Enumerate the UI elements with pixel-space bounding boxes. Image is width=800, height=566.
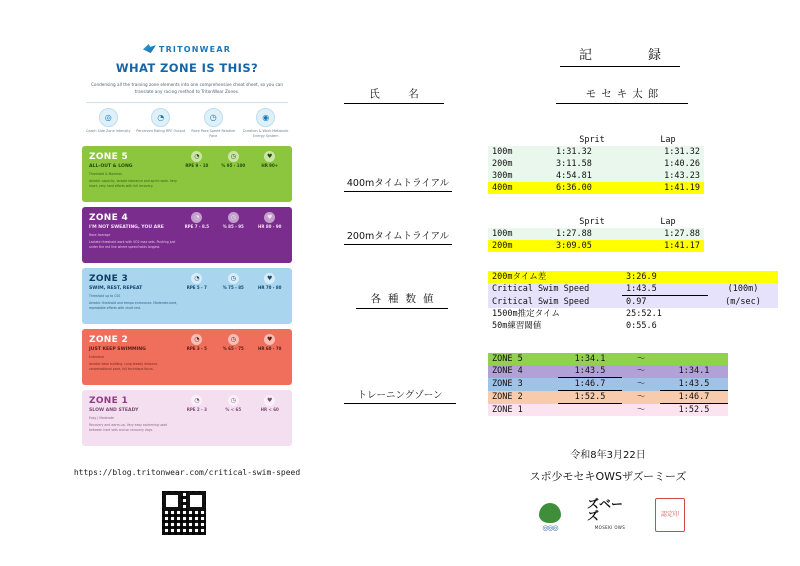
header-distance (488, 134, 552, 146)
zone-metric (252, 395, 288, 412)
cell-zone-high: 1:43.5 (660, 378, 728, 391)
zone-metric-value: HR < 60 (260, 406, 279, 412)
table-header-row (488, 134, 704, 146)
zone-name: ZONE 2 (89, 334, 129, 345)
cell-label: Critical Swim Speed (488, 296, 622, 309)
zone-card-left (82, 390, 179, 446)
zone-card-left (82, 268, 179, 324)
table-row (488, 158, 704, 170)
zone-metric-value: % 75 - 85 (222, 284, 244, 290)
icon-caption: Perceived Rating RPE Output (136, 129, 186, 134)
misc-values-table (488, 271, 778, 332)
zone-metric (179, 151, 215, 168)
cell-lap: 1:40.26 (632, 158, 704, 170)
zone-metric (252, 273, 288, 290)
pace-icon: ◷ (228, 334, 239, 345)
zone-list (82, 146, 292, 446)
cell-zone-high (660, 353, 728, 365)
zone-description: Recovery and warm-up. Very easy swimming used between hard sets and on recovery days. (89, 423, 168, 433)
cell-value: 25:52.1 (626, 309, 662, 319)
zone-tag: Threshold & Maximal (89, 171, 122, 176)
training-zone-table (488, 353, 728, 416)
zone-card-left (82, 146, 179, 202)
rings-icon: ◎◎◎ (542, 524, 558, 532)
zone-metric-value: RPE 5 - 7 (186, 284, 207, 290)
cell-split: 3:11.58 (552, 158, 632, 170)
zone-name: ZONE 1 (89, 395, 129, 406)
heart-icon: ♥ (264, 212, 275, 223)
zone-card-2 (82, 329, 292, 385)
table-row (488, 283, 778, 296)
cell-distance: 400m (488, 182, 552, 194)
zone-tag: Race Average (89, 232, 111, 237)
cell-zone-low: 1:34.1 (558, 353, 622, 365)
leaf-icon (539, 503, 561, 523)
zone-metric (215, 273, 251, 290)
zone-card-right (179, 207, 292, 263)
zone-card-right (179, 268, 292, 324)
icon-caption: Duration & Work Metabolic Energy System (242, 129, 289, 139)
report-title: 記 録 (560, 44, 680, 67)
zone-motto: SLOW AND STEADY (89, 407, 139, 413)
table-row (488, 378, 728, 391)
table-row (488, 365, 728, 378)
poster-icon-col (135, 108, 188, 139)
team-logo (587, 496, 633, 532)
cell-zone-low: 1:46.7 (558, 378, 622, 391)
zone-metric-value: RPE 9 - 10 (185, 162, 209, 168)
cell-value: 0:55.6 (626, 321, 657, 331)
table-header-row (488, 216, 704, 228)
cell-distance: 300m (488, 170, 552, 182)
icon-caption: Race Pace Speed Relative Pace (191, 129, 236, 139)
zone-metric (179, 334, 215, 351)
cell-distance: 200m (488, 240, 552, 252)
header-distance (488, 216, 552, 228)
cell-split: 3:09.05 (552, 240, 632, 252)
cell-value: 3:26.9 (622, 271, 708, 283)
table-row (488, 182, 704, 194)
header-split: Sprit (579, 135, 605, 145)
official-stamp-icon: 認定印 (655, 498, 685, 532)
cell-zone-name: ZONE 1 (488, 404, 558, 417)
qr-code-icon[interactable] (159, 488, 209, 538)
zone-tag: Threshold up to CSS (89, 293, 121, 298)
poster-brand-text: TRITONWEAR (158, 45, 232, 54)
table-row (488, 391, 728, 404)
cell-lap: 1:41.17 (632, 240, 704, 252)
icon-caption: Coach Side Zone Intensity (86, 129, 131, 134)
poster-icon-row (82, 108, 292, 139)
table-row (488, 271, 778, 283)
stopwatch-icon: ◷ (204, 108, 223, 127)
heart-icon: ♥ (264, 395, 275, 406)
zone-card-5 (82, 146, 292, 202)
trial-200-table (488, 216, 704, 252)
zone-metric (252, 151, 288, 168)
cell-label: Critical Swim Speed (488, 283, 622, 296)
heart-icon: ♥ (264, 273, 275, 284)
poster-divider (86, 102, 288, 103)
issue-date: 令和8年3月22日 (570, 450, 646, 461)
zone-metric-value: % 65 - 75 (222, 345, 244, 351)
team-logo-caption: MOSEKI OWS (594, 525, 626, 530)
trial-400-label: 400mタイムトライアル (344, 175, 452, 192)
poster-url[interactable]: https://blog.tritonwear.com/critical-swim-speed (73, 468, 301, 477)
trial-400-table (488, 134, 704, 194)
gauge-icon: ◔ (151, 108, 170, 127)
zone-description: Lactate threshold work with VO2 max sets. Pushing just under the red line where speed holds longest. (89, 240, 176, 250)
table-row (488, 146, 704, 158)
zone-metric-value: HR 80 - 90 (258, 223, 282, 229)
zone-card-right (179, 390, 292, 446)
cell-unit (708, 308, 778, 320)
zone-metric (252, 334, 288, 351)
header-split: Sprit (579, 217, 605, 227)
cell-value: 0.97 (622, 296, 708, 309)
zone-motto: ALL-OUT & LONG (89, 163, 133, 169)
zone-metric-value: RPE 3 - 5 (186, 345, 207, 351)
zone-metric (215, 151, 251, 168)
rpe-icon: ◔ (191, 334, 202, 345)
cell-lap: 1:31.32 (632, 146, 704, 158)
zone-metric-value: HR 70 - 80 (258, 284, 282, 290)
club-emblem-icon (535, 498, 565, 532)
cell-zone-high: 1:34.1 (660, 365, 728, 378)
zone-card-1 (82, 390, 292, 446)
triton-mark-icon (143, 44, 156, 53)
zone-description: Aerobic capacity, lactate tolerance and sprint work. Very short, very hard efforts with full recovery. (89, 179, 177, 189)
cell-unit: (100m) (708, 283, 778, 296)
name-label: 氏 名 (344, 86, 444, 104)
zone-card-right (179, 146, 292, 202)
cell-label: 200mタイム差 (488, 271, 622, 283)
zone-metric-value: RPE 2 - 3 (186, 406, 207, 412)
cell-split: 1:31.32 (552, 146, 632, 158)
zone-name: ZONE 4 (89, 212, 129, 223)
cell-zone-tilde: ～ (622, 353, 660, 365)
poster-title: WHAT ZONE IS THIS? (115, 61, 259, 75)
cell-label: 1500m推定タイム (492, 309, 560, 319)
cell-zone-name: ZONE 4 (488, 365, 558, 378)
rpe-icon: ◔ (191, 212, 202, 223)
cell-zone-name: ZONE 2 (488, 391, 558, 404)
header-lap: Lap (660, 135, 676, 145)
zone-card-left (82, 329, 179, 385)
zone-name: ZONE 5 (89, 151, 129, 162)
poster-brand-logo (72, 36, 302, 54)
cell-zone-high: 1:46.7 (660, 391, 728, 404)
organization-name: スポ少モセキOWSザズーミーズ (529, 470, 687, 483)
cell-zone-low: 1:52.5 (558, 391, 622, 404)
heart-icon: ♥ (264, 334, 275, 345)
cell-zone-tilde: ～ (622, 365, 660, 378)
zone-metric (179, 212, 215, 229)
cell-zone-high: 1:52.5 (660, 404, 728, 417)
team-logo-kanji: ズベーズ (587, 497, 624, 523)
rpe-icon: ◔ (191, 395, 202, 406)
cell-split: 4:54.81 (552, 170, 632, 182)
cell-distance: 100m (488, 146, 552, 158)
table-row (488, 404, 728, 417)
zone-tag: Extensive (89, 354, 105, 359)
header-lap: Lap (660, 217, 676, 227)
pace-icon: ◷ (228, 212, 239, 223)
cell-lap: 1:41.19 (632, 182, 704, 194)
cell-split: 1:27.88 (552, 228, 632, 240)
zone-card-left (82, 207, 179, 263)
rpe-icon: ◔ (191, 151, 202, 162)
zone-metric-value: % < 65 (225, 406, 242, 412)
cell-zone-low (558, 404, 622, 417)
table-row (488, 353, 728, 365)
table-row (488, 240, 704, 252)
whistle-icon: ◎ (99, 108, 118, 127)
zone-metric (215, 334, 251, 351)
zone-name: ZONE 3 (89, 273, 129, 284)
table-row (488, 308, 778, 320)
seal-row (520, 488, 700, 532)
cell-zone-name: ZONE 3 (488, 378, 558, 391)
poster-subtitle: Condensing all the training zone elements into one comprehensive cheat sheet, so you can translate any racing method to TritonWear Zones. (91, 82, 283, 95)
zone-metric-value: % 85 - 95 (222, 223, 244, 229)
zone-description: Aerobic base building. Long steady distance, conversational pace, full technique focus. (89, 362, 159, 372)
poster-icon-col (82, 108, 135, 139)
cell-lap: 1:43.23 (632, 170, 704, 182)
zone-metric (252, 212, 288, 229)
rpe-icon: ◔ (191, 273, 202, 284)
zone-metric-value: HR 60 - 70 (258, 345, 282, 351)
zone-tag: Easy | Moderate (89, 415, 115, 420)
cell-label: 50m練習閾値 (492, 321, 542, 331)
poster-icon-col (187, 108, 240, 139)
battery-icon: ◉ (256, 108, 275, 127)
zone-motto: SWIM, REST, REPEAT (89, 285, 143, 291)
cell-zone-tilde: ～ (622, 404, 660, 417)
cell-distance: 200m (488, 158, 552, 170)
heart-icon: ♥ (264, 151, 275, 162)
table-row (488, 320, 778, 332)
cell-zone-name: ZONE 5 (488, 353, 558, 365)
cell-unit (708, 271, 778, 283)
zone-metric (179, 273, 215, 290)
zone-card-right (179, 329, 292, 385)
tritonwear-poster (72, 36, 302, 436)
cell-unit: (m/sec) (708, 296, 778, 309)
zone-motto: I'M NOT SWEATING, YOU ARE (89, 224, 164, 230)
pace-icon: ◷ (228, 273, 239, 284)
zone-card-3 (82, 268, 292, 324)
poster-icon-col (240, 108, 293, 139)
table-row (488, 296, 778, 309)
zone-metric-value: HR 90+ (261, 162, 279, 168)
pace-icon: ◷ (228, 395, 239, 406)
zone-metric (215, 212, 251, 229)
cell-distance: 100m (488, 228, 552, 240)
table-row (488, 228, 704, 240)
cell-zone-tilde: ～ (622, 391, 660, 404)
misc-values-label: 各種数値 (356, 291, 448, 309)
zone-metric-value: % 95 - 100 (221, 162, 246, 168)
zone-metric (215, 395, 251, 412)
pace-icon: ◷ (228, 151, 239, 162)
cell-unit (708, 320, 778, 332)
zone-description: Aerobic threshold and tempo endurance. Moderate-hard, repeatable efforts with short rest. (89, 301, 178, 311)
cell-zone-tilde: ～ (622, 378, 660, 391)
cell-zone-low: 1:43.5 (558, 365, 622, 378)
cell-lap: 1:27.88 (632, 228, 704, 240)
zone-motto: JUST KEEP SWIMMING (89, 346, 146, 352)
training-zone-label: トレーニングゾーン (344, 387, 456, 404)
name-value: モセキ太郎 (556, 86, 688, 104)
zone-metric-value: RPE 7 - 8.5 (184, 223, 210, 229)
zone-metric (179, 395, 215, 412)
table-row (488, 170, 704, 182)
cell-split: 6:36.00 (552, 182, 632, 194)
trial-200-label: 200mタイムトライアル (344, 228, 452, 245)
cell-value: 1:43.5 (622, 283, 708, 296)
zone-card-4 (82, 207, 292, 263)
